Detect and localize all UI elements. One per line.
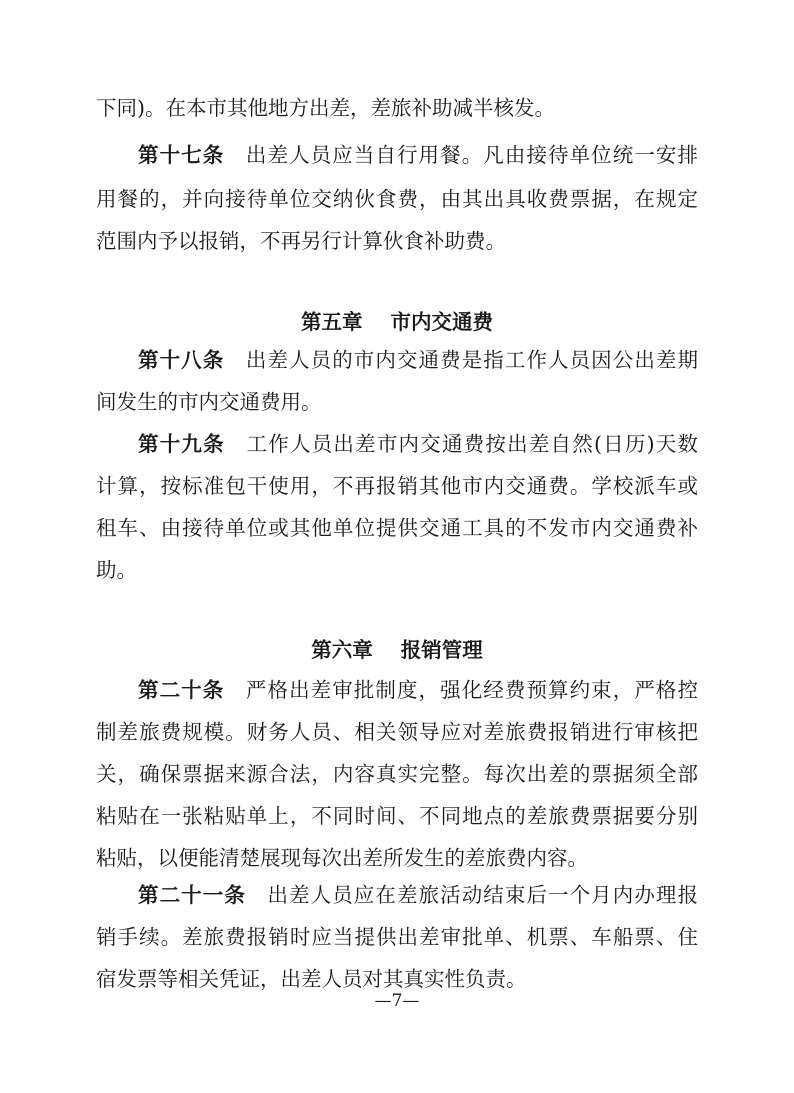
chapter-number: 第六章 [311,638,373,662]
chapter-5-heading [96,303,698,341]
paragraph-line: 粘贴在一张粘贴单上，不同时间、不同地点的差旅费票据要分别 [96,804,698,828]
paragraph-line: 宿发票等相关凭证，出差人员对其真实性负责。 [96,967,527,991]
paragraph-text: 严格出差审批制度，强化经费预算约束，严格控 [244,678,699,702]
paragraph-line: 制差旅费规模。财务人员、相关领导应对差旅费报销进行审核把 [96,720,698,744]
article-18-first-line [138,341,698,379]
chapter-title: 报销管理 [400,638,483,662]
paragraph-text: 出差人员应当自行用餐。凡由接待单位统一安排 [244,143,699,167]
chapter-6-heading [96,631,698,669]
article-20-label: 第二十条 [138,678,225,702]
chapter-title: 市内交通费 [390,310,493,334]
chapter-number: 第五章 [301,310,363,334]
paragraph-line: 助。 [96,558,137,582]
paragraph-text: 出差人员的市内交通费是指工作人员因公出差期 [244,348,699,372]
article-21-first-line [138,876,698,914]
paragraph-text: 出差人员应在差旅活动结束后一个月内办理报 [266,883,699,907]
paragraph-line: 计算，按标准包干使用，不再报销其他市内交通费。学校派车或 [96,474,698,498]
article-21-label: 第二十一条 [138,883,246,907]
paragraph-line: 范围内予以报销，不再另行计算伙食补助费。 [96,229,506,253]
paragraph-line: 租车、由接待单位或其他单位提供交通工具的不发市内交通费补 [96,516,698,540]
article-19-first-line [138,425,698,463]
paragraph-line: 粘贴，以便能清楚展现每次出差所发生的差旅费内容。 [96,846,588,870]
article-19-label: 第十九条 [138,432,225,456]
paragraph-line: 关，确保票据来源合法，内容真实完整。每次出差的票据须全部 [96,762,698,786]
article-17-label: 第十七条 [138,143,225,167]
paragraph-line: 用餐的，并向接待单位交纳伙食费，由其出具收费票据，在规定 [96,187,698,211]
article-17-first-line [138,136,698,174]
article-18-label: 第十八条 [138,348,225,372]
paragraph-line: 销手续。差旅费报销时应当提供出差审批单、机票、车船票、住 [96,925,698,949]
page-number: —7— [374,991,420,1011]
paragraph-line: 间发生的市内交通费用。 [96,390,322,414]
paragraph-line: 下同)。在本市其他地方出差，差旅补助减半核发。 [96,96,555,120]
paragraph-text: 工作人员出差市内交通费按出差自然(日历)天数 [245,432,699,456]
article-20-first-line [138,671,698,709]
